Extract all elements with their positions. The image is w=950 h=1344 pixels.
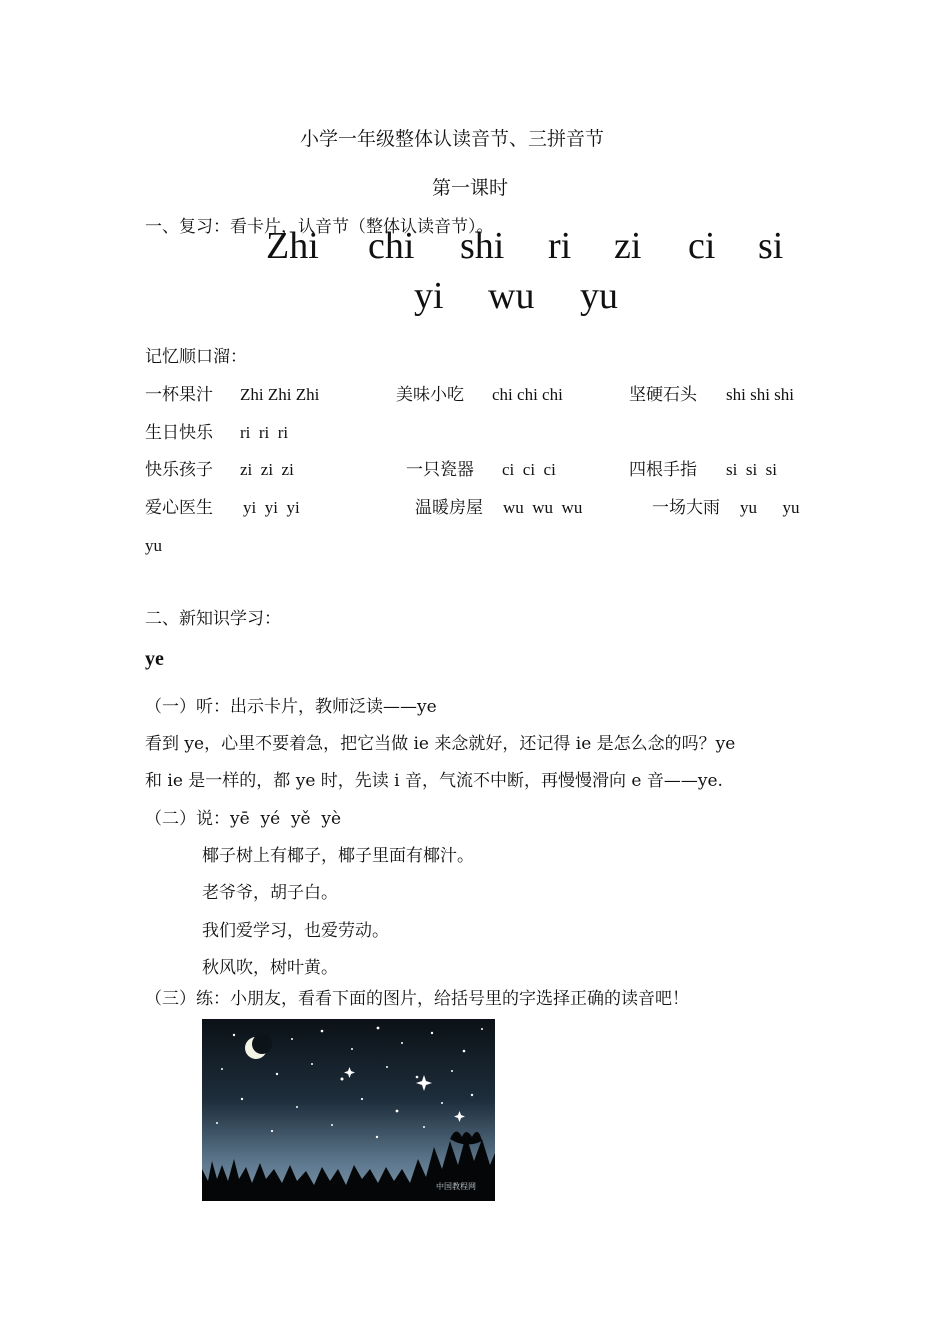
- rhyme-phrase: 一杯果汁: [145, 385, 213, 405]
- rhyme-pinyin: yu yu: [740, 498, 800, 517]
- rhyme-pinyin: chi chi chi: [492, 385, 563, 404]
- night-sky-image: [202, 1019, 495, 1201]
- rhyme-pinyin: shi shi shi: [726, 385, 795, 404]
- lesson-subtitle: 第一课时: [432, 177, 509, 199]
- syllable-wu: wu: [488, 275, 535, 317]
- syllable-zhi: Zhi: [266, 225, 319, 267]
- review-heading: 一、复习：看卡片，认音节（整体认读音节）。: [145, 217, 494, 237]
- syllable-zi: zi: [614, 225, 642, 267]
- syllable-shi: shi: [460, 225, 505, 267]
- syllable-ci: ci: [688, 225, 716, 267]
- rhyme-phrase: 一场大雨: [652, 498, 720, 518]
- rhyme-phrase: 四根手指: [629, 460, 697, 480]
- rhyme-pinyin: Zhi Zhi Zhi: [240, 385, 320, 404]
- rhyme-phrase: 坚硬石头: [629, 385, 697, 405]
- page-title: 小学一年级整体认读音节、三拼音节: [300, 128, 605, 150]
- practice-step: （三）练：小朋友，看看下面的图片，给括号里的字选择正确的读音吧！: [145, 989, 689, 1009]
- listen-step: （一）听：出示卡片，教师泛读——ye: [145, 697, 437, 717]
- rhyme-pinyin: yi yi yi: [243, 498, 300, 517]
- night-sky-svg: [202, 1019, 495, 1201]
- new-knowledge-heading: 二、新知识学习：: [145, 609, 281, 629]
- rhyme-pinyin: ri ri ri: [240, 423, 289, 442]
- speak-step: （二）说：yē yé yě yè: [145, 809, 342, 829]
- syllable-ri: ri: [548, 225, 572, 267]
- explanation-line: 看到 ye，心里不要着急，把它当做 ie 来念就好，还记得 ie 是怎么念的吗？ye: [145, 734, 736, 754]
- example-sentence: 我们爱学习，也爱劳动。: [202, 921, 389, 941]
- rhyme-phrase: 爱心医生: [145, 498, 213, 518]
- example-sentence: 老爷爷，胡子白。: [202, 883, 338, 903]
- syllable-ye: ye: [145, 648, 164, 670]
- rhyme-pinyin: wu wu wu: [503, 498, 583, 517]
- watermark: 中国教程网: [436, 1182, 476, 1191]
- rhyme-phrase: 生日快乐: [145, 423, 213, 443]
- rhyme-phrase: 美味小吃: [396, 385, 464, 405]
- example-sentence: 椰子树上有椰子，椰子里面有椰汁。: [202, 846, 474, 866]
- syllable-chi: chi: [368, 225, 415, 267]
- syllable-yi: yi: [414, 275, 444, 317]
- example-sentence: 秋风吹，树叶黄。: [202, 958, 338, 978]
- syllable-si: si: [758, 225, 784, 267]
- rhyme-heading: 记忆顺口溜：: [145, 347, 247, 367]
- rhyme-phrase: 一只瓷器: [406, 460, 474, 480]
- explanation-line: 和 ie 是一样的，都 ye 时，先读 i 音，气流不中断，再慢慢滑向 e 音——ye.: [145, 771, 723, 791]
- rhyme-pinyin: si si si: [726, 460, 778, 479]
- syllable-yu: yu: [580, 275, 618, 317]
- rhyme-pinyin: yu: [145, 536, 162, 555]
- rhyme-phrase: 温暖房屋: [415, 498, 483, 518]
- rhyme-pinyin: ci ci ci: [502, 460, 556, 479]
- rhyme-pinyin: zi zi zi: [240, 460, 294, 479]
- rhyme-phrase: 快乐孩子: [145, 460, 213, 480]
